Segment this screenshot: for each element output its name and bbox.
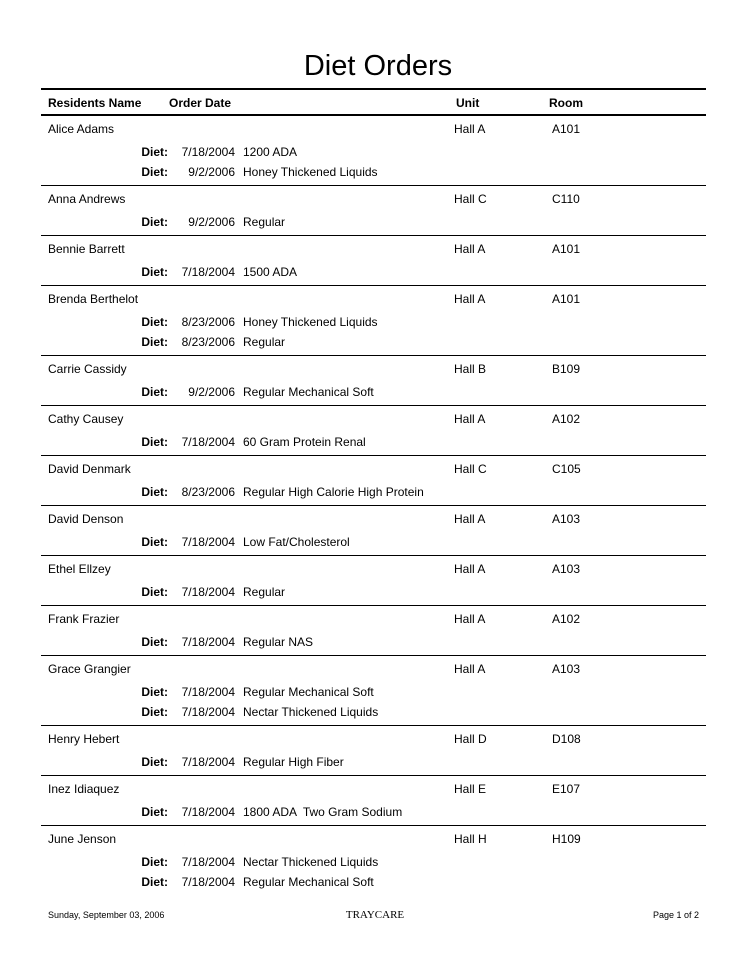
diet-label: Diet: xyxy=(141,875,168,889)
resident-name: Inez Idiaquez xyxy=(48,782,120,796)
diet-label: Diet: xyxy=(141,485,168,499)
diet-order-row xyxy=(0,385,750,399)
diet-order-row xyxy=(0,315,750,329)
diet-order-date: 7/18/2004 xyxy=(181,435,235,449)
diet-order-row xyxy=(0,855,750,869)
resident-room: A102 xyxy=(552,412,581,426)
diet-order-date: 7/18/2004 xyxy=(181,685,235,699)
header-rule-top xyxy=(41,88,706,90)
diet-description: Regular Mechanical Soft xyxy=(243,385,374,399)
diet-order-row xyxy=(0,435,750,449)
column-header-room: Room xyxy=(549,96,583,110)
diet-order-date: 8/23/2006 xyxy=(181,485,235,499)
resident-room: C105 xyxy=(552,462,581,476)
resident-block xyxy=(0,116,750,186)
diet-description: Regular High Fiber xyxy=(243,755,344,769)
column-header-name: Residents Name xyxy=(48,96,142,110)
resident-name: Carrie Cassidy xyxy=(48,362,127,376)
diet-order-row xyxy=(0,485,750,499)
diet-order-row xyxy=(0,875,750,889)
diet-order-date: 7/18/2004 xyxy=(181,535,235,549)
footer-date: Sunday, September 03, 2006 xyxy=(48,910,165,920)
resident-room: A102 xyxy=(552,612,581,626)
diet-description: Regular NAS xyxy=(243,635,314,649)
resident-block xyxy=(0,606,750,656)
diet-description: 60 Gram Protein Renal xyxy=(243,435,366,449)
diet-description: Regular xyxy=(243,335,286,349)
resident-block xyxy=(0,236,750,286)
diet-label: Diet: xyxy=(141,855,168,869)
diet-order-date: 9/2/2006 xyxy=(188,215,235,229)
resident-name: Cathy Causey xyxy=(48,412,124,426)
column-header-unit: Unit xyxy=(456,96,480,110)
diet-label: Diet: xyxy=(141,635,168,649)
diet-order-date: 7/18/2004 xyxy=(181,265,235,279)
resident-unit: Hall A xyxy=(454,562,486,576)
diet-label: Diet: xyxy=(141,165,168,179)
resident-unit: Hall A xyxy=(454,612,486,626)
diet-label: Diet: xyxy=(141,805,168,819)
resident-room: E107 xyxy=(552,782,581,796)
diet-label: Diet: xyxy=(141,385,168,399)
resident-unit: Hall H xyxy=(454,832,487,846)
diet-label: Diet: xyxy=(141,435,168,449)
resident-block xyxy=(0,186,750,236)
resident-block xyxy=(0,656,750,726)
resident-room: D108 xyxy=(552,732,581,746)
diet-label: Diet: xyxy=(141,535,168,549)
diet-description: Regular Mechanical Soft xyxy=(243,685,374,699)
diet-description: Honey Thickened Liquids xyxy=(243,315,378,329)
residents-list xyxy=(0,116,750,896)
resident-unit: Hall C xyxy=(454,462,487,476)
diet-description: Nectar Thickened Liquids xyxy=(243,705,379,719)
resident-name: Anna Andrews xyxy=(48,192,126,206)
resident-unit: Hall A xyxy=(454,122,486,136)
diet-label: Diet: xyxy=(141,265,168,279)
diet-order-row xyxy=(0,145,750,159)
resident-unit: Hall A xyxy=(454,512,486,526)
resident-unit: Hall C xyxy=(454,192,487,206)
resident-unit: Hall D xyxy=(454,732,487,746)
diet-order-row xyxy=(0,805,750,819)
resident-name: David Denson xyxy=(48,512,124,526)
resident-room: A103 xyxy=(552,662,581,676)
diet-order-row xyxy=(0,215,750,229)
diet-order-date: 7/18/2004 xyxy=(181,705,235,719)
resident-name: June Jenson xyxy=(48,832,117,846)
resident-unit: Hall A xyxy=(454,662,486,676)
resident-block xyxy=(0,286,750,356)
diet-label: Diet: xyxy=(141,145,168,159)
resident-name: Alice Adams xyxy=(48,122,115,136)
resident-room: A103 xyxy=(552,562,581,576)
diet-order-date: 7/18/2004 xyxy=(181,875,235,889)
resident-block xyxy=(0,456,750,506)
diet-description: 1200 ADA xyxy=(243,145,298,159)
resident-unit: Hall A xyxy=(454,292,486,306)
diet-label: Diet: xyxy=(141,585,168,599)
diet-order-row xyxy=(0,755,750,769)
resident-name: Ethel Ellzey xyxy=(48,562,111,576)
diet-order-date: 7/18/2004 xyxy=(181,585,235,599)
resident-block xyxy=(0,506,750,556)
diet-label: Diet: xyxy=(141,315,168,329)
diet-description: Nectar Thickened Liquids xyxy=(243,855,379,869)
resident-unit: Hall A xyxy=(454,412,486,426)
diet-description: 1800 ADA Two Gram Sodium xyxy=(243,805,403,819)
footer-page-number: Page 1 of 2 xyxy=(652,910,699,920)
diet-order-row xyxy=(0,335,750,349)
resident-name: David Denmark xyxy=(48,462,131,476)
resident-room: A101 xyxy=(552,292,581,306)
resident-block xyxy=(0,726,750,776)
diet-description: 1500 ADA xyxy=(243,265,298,279)
resident-name: Bennie Barrett xyxy=(48,242,125,256)
diet-order-date: 9/2/2006 xyxy=(188,385,235,399)
footer-brand: TRAYCARE xyxy=(345,909,405,921)
diet-order-date: 7/18/2004 xyxy=(181,755,235,769)
diet-label: Diet: xyxy=(141,335,168,349)
resident-block xyxy=(0,776,750,826)
resident-room: A103 xyxy=(552,512,581,526)
resident-name: Brenda Berthelot xyxy=(48,292,139,306)
resident-room: C110 xyxy=(552,192,580,206)
resident-name: Frank Frazier xyxy=(48,612,120,626)
diet-label: Diet: xyxy=(141,685,168,699)
diet-label: Diet: xyxy=(141,705,168,719)
diet-label: Diet: xyxy=(141,215,168,229)
resident-name: Grace Grangier xyxy=(48,662,131,676)
diet-description: Honey Thickened Liquids xyxy=(243,165,378,179)
diet-order-row xyxy=(0,165,750,179)
diet-order-row xyxy=(0,685,750,699)
resident-room: A101 xyxy=(552,122,581,136)
diet-label: Diet: xyxy=(141,755,168,769)
diet-description: Regular xyxy=(243,585,286,599)
resident-room: B109 xyxy=(552,362,581,376)
diet-order-date: 7/18/2004 xyxy=(181,635,235,649)
resident-unit: Hall E xyxy=(454,782,487,796)
diet-order-date: 9/2/2006 xyxy=(188,165,235,179)
diet-order-row xyxy=(0,585,750,599)
diet-order-date: 7/18/2004 xyxy=(181,145,235,159)
resident-block xyxy=(0,406,750,456)
diet-order-row xyxy=(0,535,750,549)
column-header-order-date: Order Date xyxy=(169,96,232,110)
diet-order-row xyxy=(0,635,750,649)
diet-description: Low Fat/Cholesterol xyxy=(243,535,350,549)
resident-unit: Hall B xyxy=(454,362,487,376)
resident-block xyxy=(0,356,750,406)
diet-order-date: 7/18/2004 xyxy=(181,805,235,819)
resident-block xyxy=(0,556,750,606)
resident-name: Henry Hebert xyxy=(48,732,120,746)
diet-order-row xyxy=(0,265,750,279)
report-title: Diet Orders xyxy=(303,50,453,82)
diet-description: Regular Mechanical Soft xyxy=(243,875,374,889)
diet-order-date: 8/23/2006 xyxy=(181,335,235,349)
resident-room: H109 xyxy=(552,832,581,846)
diet-description: Regular xyxy=(243,215,286,229)
resident-room: A101 xyxy=(552,242,581,256)
diet-order-date: 8/23/2006 xyxy=(181,315,235,329)
diet-description: Regular High Calorie High Protein xyxy=(243,485,424,499)
resident-block xyxy=(0,826,750,896)
diet-order-row xyxy=(0,705,750,719)
diet-order-date: 7/18/2004 xyxy=(181,855,235,869)
resident-unit: Hall A xyxy=(454,242,486,256)
